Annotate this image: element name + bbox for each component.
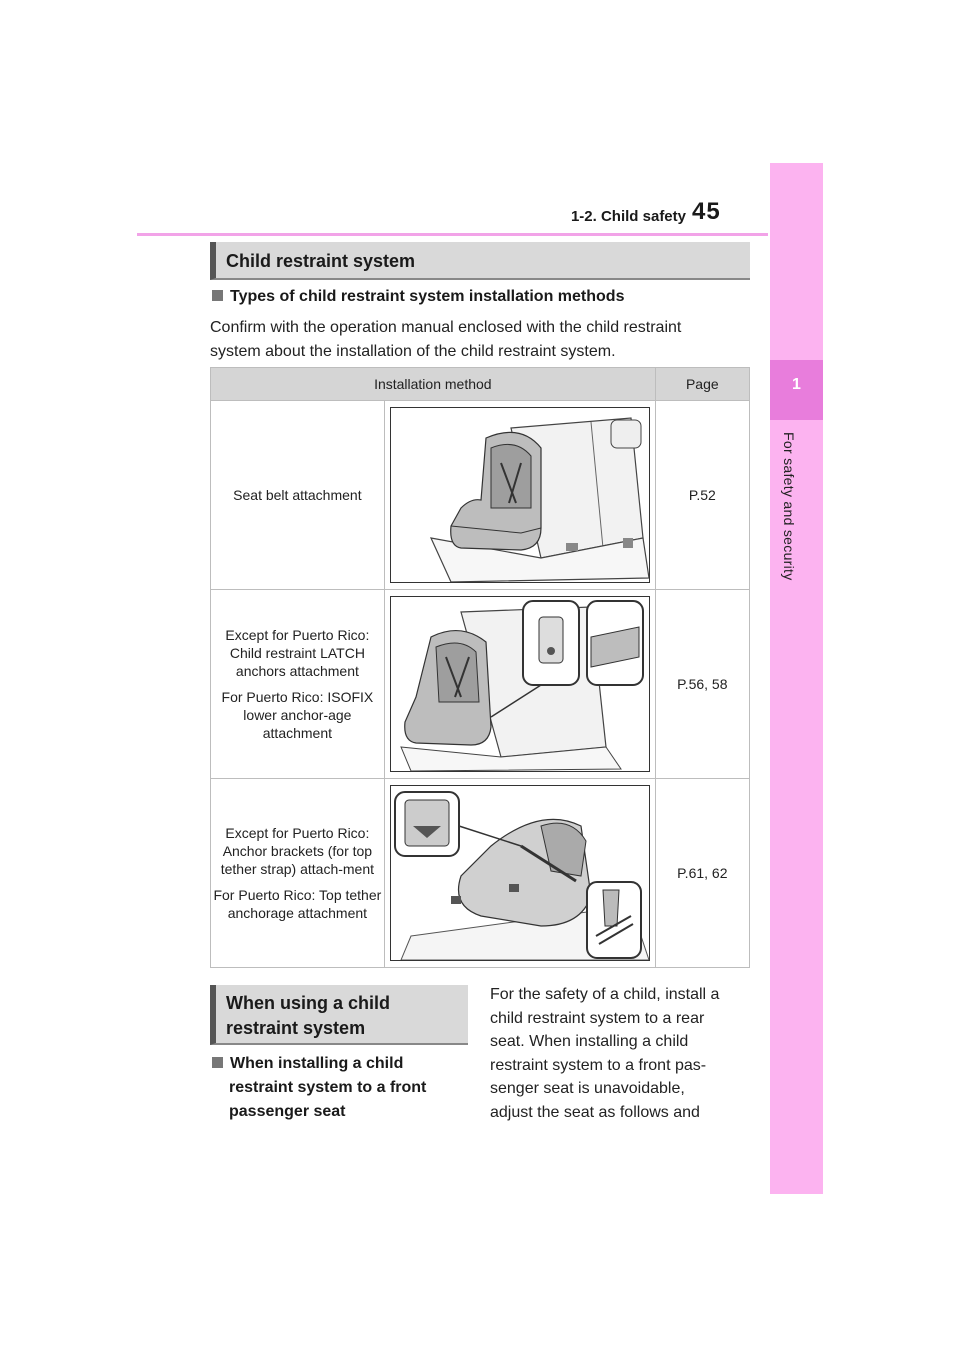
paragraph-line: seat. When installing a child [490, 1033, 689, 1050]
paragraph-line: restraint system to a front pas- [490, 1056, 707, 1074]
installation-methods-table [210, 367, 750, 968]
column-header-page: Page [655, 368, 749, 401]
page-number: 45 [692, 198, 721, 225]
paragraph-line: adjust the seat as follows and [490, 1103, 700, 1121]
illustration-cell [384, 401, 655, 590]
illustration-cell [384, 779, 655, 968]
column-header-method: Installation method [211, 368, 656, 401]
square-bullet-icon [212, 1057, 223, 1068]
subheading-text: restraint system to a front [229, 1079, 427, 1096]
child-seat-latch-anchors-illustration [390, 596, 650, 772]
intro-line: Confirm with the operation manual enclosed with the child restraint [210, 319, 682, 336]
method-text: Except for Puerto Rico: Anchor brackets (for top tether strap) attach-ment [220, 825, 375, 877]
section-heading-child-restraint [210, 242, 750, 280]
illustration-cell [384, 590, 655, 779]
square-bullet-icon [212, 290, 223, 301]
section-heading-text: When using a child [226, 993, 391, 1013]
method-text: For Puerto Rico: Top tether anchorage attachment [213, 887, 382, 921]
intro-paragraph [210, 316, 770, 364]
section-heading-text: restraint system [226, 1018, 366, 1038]
top-tether-anchor-illustration [390, 785, 650, 961]
header-divider [137, 233, 768, 236]
method-text: Except for Puerto Rico: Child restraint LATCH anchors attachment [225, 627, 370, 679]
section-heading-text: Child restraint system [226, 251, 416, 271]
chapter-title: For safety and security [781, 432, 797, 581]
chapter-number: 1 [792, 376, 801, 393]
table-row [211, 779, 750, 968]
subheading-text: passenger seat [229, 1103, 346, 1120]
subheading-installation-methods [212, 288, 624, 306]
subheading-text: Types of child restraint system installation methods [230, 288, 625, 305]
paragraph-line: child restraint system to a rear [490, 1009, 705, 1027]
table-row [211, 590, 750, 779]
method-cell [211, 779, 385, 968]
page-reference: P.52 [655, 401, 749, 590]
method-text: For Puerto Rico: ISOFIX lower anchor-age attachment [221, 689, 374, 741]
front-seat-paragraph [490, 983, 760, 1124]
method-cell [211, 401, 385, 590]
page-reference: P.61, 62 [655, 779, 749, 968]
subheading-text: When installing a child [230, 1055, 404, 1072]
section-label: 1-2. Child safety [570, 208, 686, 225]
intro-line: system about the installation of the child restraint system. [210, 343, 616, 360]
table-row [211, 401, 750, 590]
paragraph-line: For the safety of a child, install a [490, 986, 720, 1003]
page-reference: P.56, 58 [655, 590, 749, 779]
chapter-sidebar [770, 163, 823, 1194]
subheading-front-passenger [212, 1052, 426, 1124]
section-heading-when-using [210, 985, 468, 1045]
child-seat-seat-belt-illustration [390, 407, 650, 583]
paragraph-line: senger seat is unavoidable, [490, 1080, 685, 1097]
method-text: Seat belt attachment [233, 487, 362, 503]
table-header-row [211, 368, 750, 401]
method-cell [211, 590, 385, 779]
